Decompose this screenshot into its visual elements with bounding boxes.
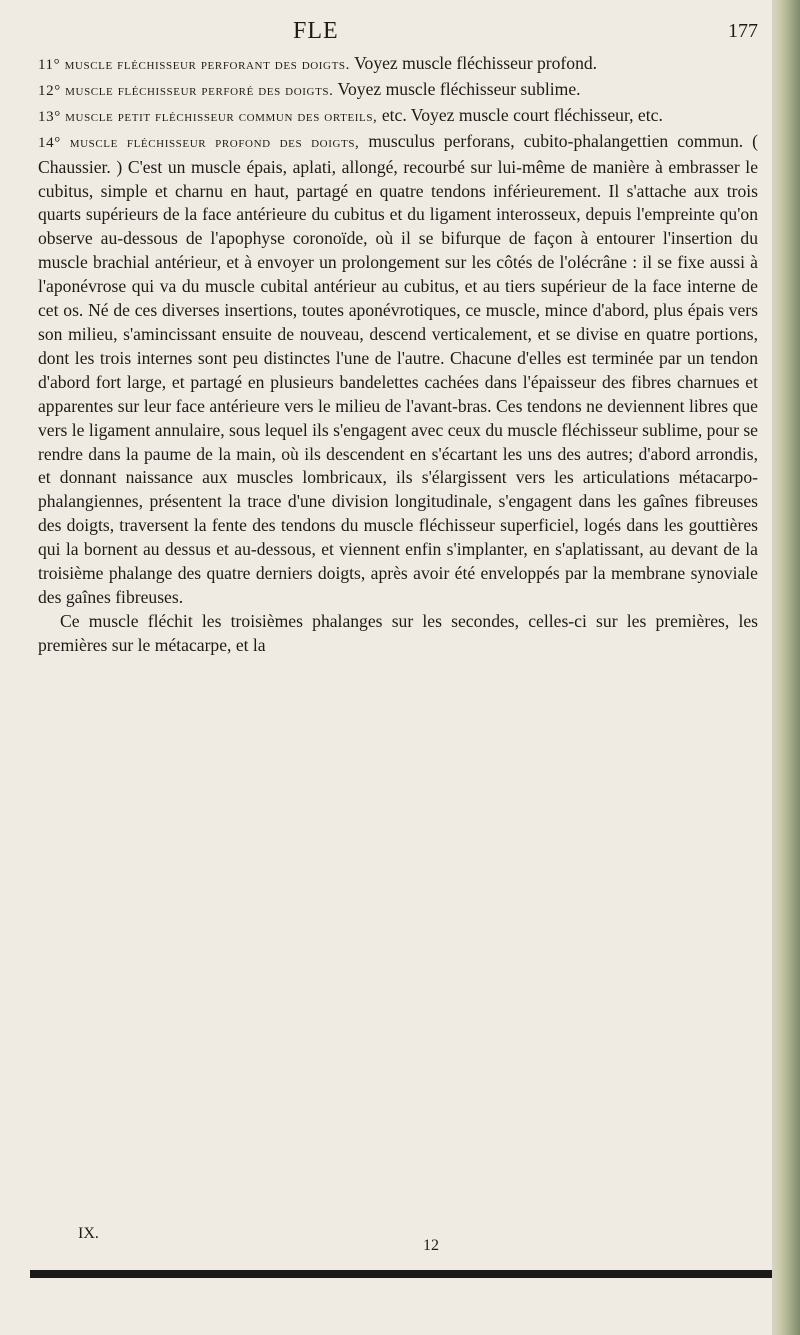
entry-rest: etc. Voyez muscle court fléchisseur, etc. — [377, 104, 663, 125]
closing-paragraph: Ce muscle fléchit les troisièmes phalanges sur les secondes, celles-ci sur les premières, les premières sur le métacarpe, et la — [38, 610, 758, 655]
page-footer — [38, 1225, 758, 1265]
page-number: 177 — [728, 20, 758, 42]
entry-lead: 11° muscle fléchisseur perforant des doigts. — [38, 57, 350, 73]
scan-edge-bar — [30, 1270, 772, 1278]
entry-rest: Voyez muscle fléchisseur profond. — [350, 53, 598, 73]
entry-11 — [38, 52, 758, 78]
entry-lead: 12° muscle fléchisseur perforé des doigts. — [38, 82, 334, 99]
page-edge — [772, 0, 800, 1335]
entry-12 — [38, 78, 758, 104]
signature-mark: IX. — [78, 1225, 99, 1242]
entry-14 — [38, 130, 758, 610]
running-head: FLE — [293, 18, 339, 44]
page-header — [38, 18, 758, 48]
entry-13 — [38, 104, 758, 130]
entry-lead: 13° muscle petit fléchisseur commun des orteils, — [38, 108, 378, 125]
entry-rest: musculus perforans, cubito-phalangettien commun. ( Chaussier. ) C'est un muscle épais, aplati, allongé, recourbé sur lui-même de manière à embrasser le cubitus, simple et charnu en haut, partagé en quatre tendons inférieurement. Il s'attache aux trois quarts supérieurs de la face antérieure du cubitus et du ligament interosseux, depuis l'empreinte qu'on observe au-dessous de l'apophyse coronoïde, où il se bifurque de façon à entourer l'insertion du muscle brachial antérieur, et à envoyer un prolongement sur les côtés de l'olécrâne : il se fixe aussi à l'aponévrose qui va du muscle cubital antérieur au cubitus, et au tiers supérieur de la face interne de cet os. Né de ces diverses insertions, toutes aponévrotiques, ce muscle, mince d'abord, plus épais vers son milieu, s'amincissant ensuite de nouveau, descend verticalement, et se divise en quatre portions, dont les trois internes sont peu distinctes l'une de l'autre. Chacune d'elles est terminée par un tendon d'abord fort large, et partagé en plusieurs bandelettes cachées dans l'épaisseur des fibres charnues et apparentes sur leur face antérieure vers le milieu de l'avant-bras. Ces tendons ne deviennent libres que vers le ligament annulaire, sous lequel ils s'engagent avec ceux du muscle fléchisseur sublime, pour se rendre dans la paume de la main, où ils descendent en s'écartant les uns des autres; d'abord arrondis, et donnant naissance aux muscles lombricaux, ils s'élargissent vers les articulations métacarpo-phalangiennes, présentent la trace d'une division longitudinale, s'engagent dans les gaînes fibreuses des doigts, traversent la fente des tendons du muscle fléchisseur superficiel, logés dans les gouttières qui la bornent au dessus et au-dessous, et viennent enfin s'implanter, en s'aplatissant, au devant de la troisième phalange des quatre derniers doigts, après avoir été enveloppés par la membrane synoviale des gaînes fibreuses. — [38, 130, 758, 607]
entry-rest: Voyez muscle fléchisseur sublime. — [333, 78, 581, 99]
sheet-number: 12 — [423, 1237, 439, 1254]
entry-lead: 14° muscle fléchisseur profond des doigts, — [38, 134, 360, 151]
body-text — [38, 52, 758, 658]
